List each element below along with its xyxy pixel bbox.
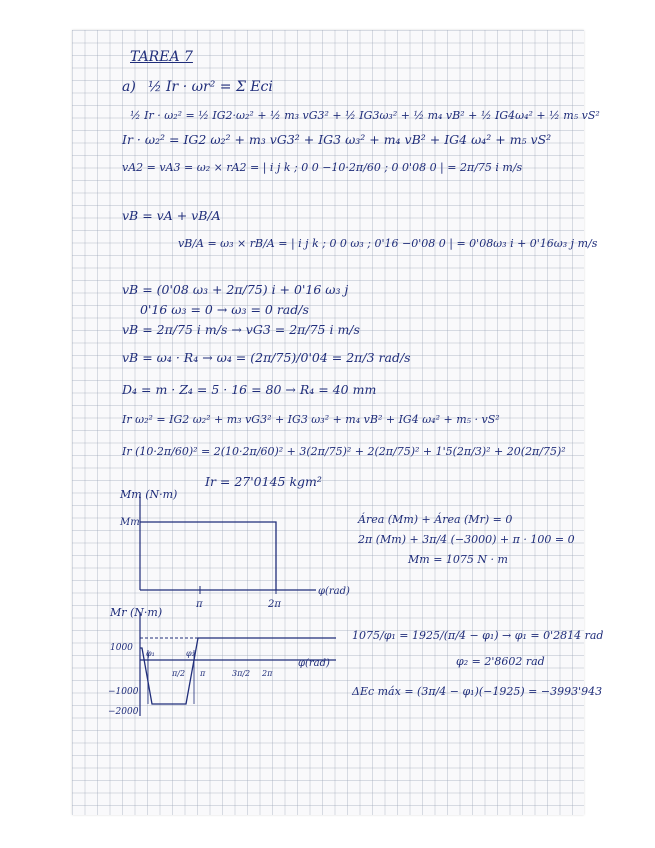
plot1-tick-label-2pi: 2π	[268, 599, 281, 610]
equation-line-12: Ir ω₂² = IG2 ω₂² + m₃ vG3² + IG3 ω₃² + m₄ vB² + IG4 ω₄² + m₅ · vS²	[122, 413, 500, 426]
plot2-tick-label-pi2: π/2	[172, 669, 186, 678]
page-title: TAREA 7	[130, 49, 193, 65]
plot1-y-label: Mm (N·m)	[120, 488, 178, 501]
plot2-tick-label-pi: π	[200, 669, 206, 678]
area-line-1: Área (Mm) + Área (Mr) = 0	[358, 513, 513, 526]
plot2-tick-label-3pi2: 3π/2	[232, 669, 251, 678]
plot1-tick-label-pi: π	[196, 599, 203, 610]
equation-line-1: ½ Ir · ωr² = Σ Eci	[148, 79, 273, 95]
plot2-y-label: Mr (N·m)	[110, 606, 163, 619]
equation-line-2: ½ Ir · ω₂² = ½ IG2·ω₂² + ½ m₃ vG3² + ½ IG3ω₃² + ½ m₄ vB² + ½ IG4ω₄² + ½ m₅ vS²	[130, 109, 600, 122]
equation-line-11: D₄ = m · Z₄ = 5 · 16 = 80 → R₄ = 40 mm	[122, 382, 377, 397]
equation-line-13: Ir (10·2π/60)² = 2(10·2π/60)² + 3(2π/75)² + 2(2π/75)² + 1'5(2π/3)² + 20(2π/75)²	[122, 445, 566, 458]
ratio-line-3: ΔEc máx = (3π/4 − φ₁)(−1925) = −3993'943	[352, 685, 603, 698]
plot2-x-label: φ(rad)	[298, 658, 330, 669]
equation-line-6: vB/A = ω₃ × rB/A = | i j k ; 0 0 ω₃ ; 0'16 −0'08 0 | = 0'08ω₃ i + 0'16ω₃ j m/s	[178, 237, 598, 250]
equation-line-7: vB = (0'08 ω₃ + 2π/75) i + 0'16 ω₃ j	[122, 282, 349, 297]
plot2-phi2-label: φ₂	[186, 649, 195, 658]
plot1-x-label: φ(rad)	[318, 586, 350, 597]
ratio-line-1: 1075/φ₁ = 1925/(π/4 − φ₁) → φ₁ = 0'2814 rad	[352, 629, 604, 642]
equation-line-4: vA2 = vA3 = ω₂ × rA2 = | i j k ; 0 0 −10·2π/60 ; 0 0'08 0 | = 2π/75 i m/s	[122, 161, 523, 174]
area-line-3: Mm = 1075 N · m	[408, 553, 508, 566]
area-line-2: 2π (Mm) + 3π/4 (−3000) + π · 100 = 0	[358, 533, 575, 546]
plot1-level-label: Mm	[120, 517, 140, 528]
motor-torque-plot	[118, 484, 358, 614]
section-label: a)	[122, 79, 136, 95]
plot2-tick-label-m1000: −1000	[108, 687, 139, 697]
plot2-tick-label-2pi: 2π	[262, 669, 273, 678]
equation-line-14: Ir = 27'0145 kgm²	[205, 474, 322, 489]
equation-line-10: vB = ω₄ · R₄ → ω₄ = (2π/75)/0'04 = 2π/3 rad/s	[122, 350, 411, 365]
equation-line-3: Ir · ω₂² = IG2 ω₂² + m₃ vG3² + IG3 ω₃² + m₄ vB² + IG4 ω₄² + m₅ vS²	[122, 132, 552, 147]
equation-line-5: vB = vA + vB/A	[122, 208, 221, 223]
equation-line-9: vB = 2π/75 i m/s → vG3 = 2π/75 i m/s	[122, 322, 360, 337]
plot2-phi1-label: φ₁	[146, 649, 155, 658]
plot1-torque-line	[140, 522, 276, 590]
resistant-torque-plot	[108, 604, 348, 724]
equation-line-8: 0'16 ω₃ = 0 → ω₃ = 0 rad/s	[140, 302, 309, 317]
plot2-tick-label-1000: 1000	[110, 643, 133, 653]
plot2-tick-label-m2000: −2000	[108, 707, 139, 717]
ratio-line-2: φ₂ = 2'8602 rad	[456, 655, 545, 668]
